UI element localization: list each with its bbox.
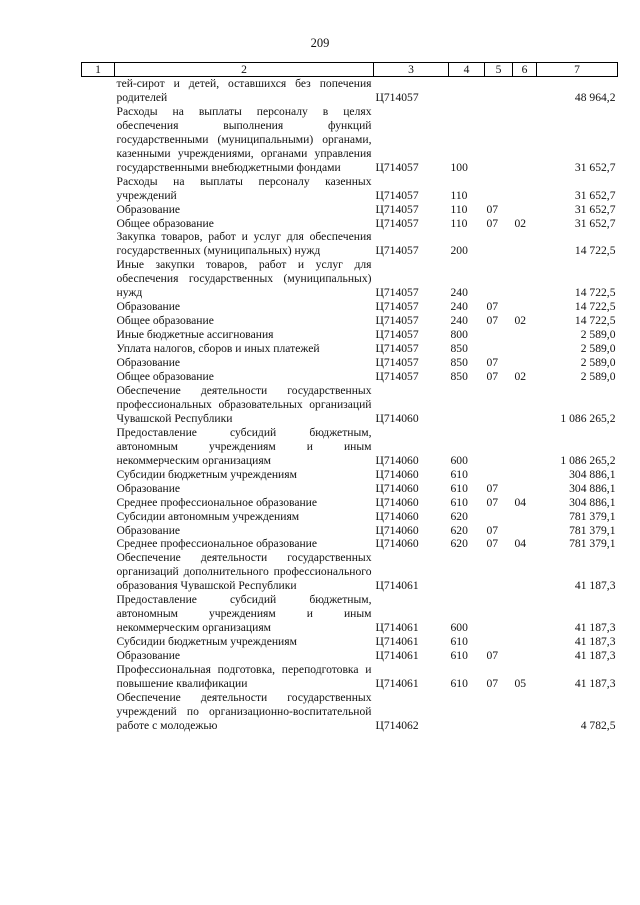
subsection-cell [513,635,537,649]
target-code-cell: Ц714057 [375,90,419,104]
subsection-cell: 05 [514,676,527,690]
section-cell: 07 [486,676,499,690]
expense-type-cell: 110 [450,188,468,202]
row-number-cell [82,203,115,217]
section-cell [485,593,513,635]
target-code-cell: Ц714061 [375,579,419,593]
expense-name-cell: Образование [116,523,181,537]
target-code-cell: Ц714057 [375,370,419,384]
table-row [82,370,618,384]
table-row [82,175,618,203]
amount-cell: 2 589,0 [580,342,616,356]
row-number-cell [82,356,115,370]
expense-type-cell: 110 [450,202,468,216]
expense-type-cell: 240 [450,286,468,300]
target-code-cell: Ц714060 [375,467,419,481]
section-cell [485,342,513,356]
expense-name-cell: Образование [116,481,181,495]
subsection-cell [513,77,537,105]
amount-cell: 781 379,1 [569,537,616,551]
table-row [82,426,618,468]
amount-cell: 14 722,5 [574,244,616,258]
section-cell: 07 [486,202,499,216]
row-number-cell [82,300,115,314]
expense-name-cell: Образование [116,300,181,314]
row-number-cell [82,482,115,496]
amount-cell: 48 964,2 [574,90,616,104]
subsection-cell: 04 [514,537,527,551]
subsection-cell [513,468,537,482]
expense-type-cell: 100 [450,160,468,174]
expense-name-cell: Образование [116,202,181,216]
table-row [82,510,618,524]
table-header [82,63,618,77]
expense-name-cell: Иные бюджетные ассигнования [116,328,274,342]
table-row [82,468,618,482]
subsection-cell [513,426,537,468]
table-row [82,314,618,328]
target-code-cell: Ц714061 [375,649,419,663]
column-header-2: 2 [115,63,374,77]
table-row [82,328,618,342]
row-number-cell [82,258,115,300]
expense-name-cell: Образование [116,649,181,663]
amount-cell: 41 187,3 [574,676,616,690]
table-row [82,105,618,175]
section-cell [485,691,513,733]
row-number-cell [82,537,115,551]
subsection-cell: 02 [514,216,527,230]
expense-type-cell: 610 [450,649,468,663]
row-number-cell [82,593,115,635]
column-header-7: 7 [537,63,618,77]
expense-type-cell [449,77,485,105]
target-code-cell: Ц714057 [375,314,419,328]
target-code-cell: Ц714061 [375,676,419,690]
row-number-cell [82,342,115,356]
expense-name-cell: Общее образование [116,216,214,230]
amount-cell: 304 886,1 [569,495,616,509]
table-body [82,77,618,733]
target-code-cell: Ц714061 [375,635,419,649]
section-cell [485,468,513,482]
target-code-cell: Ц714062 [375,718,419,732]
expense-type-cell [449,551,485,593]
section-cell: 07 [486,370,499,384]
section-cell [485,230,513,258]
target-code-cell: Ц714060 [375,495,419,509]
section-cell: 07 [486,300,499,314]
expense-name-cell: Предоставление субсидий бюджетным, автономным учреждениям и иным некоммерческим организациям [116,425,372,467]
target-code-cell: Ц714060 [375,537,419,551]
expense-type-cell [449,691,485,733]
expense-type-cell: 110 [450,216,468,230]
expense-type-cell: 800 [450,328,468,342]
target-code-cell: Ц714060 [375,523,419,537]
row-number-cell [82,370,115,384]
table-row [82,300,618,314]
section-cell [485,384,513,426]
subsection-cell [513,342,537,356]
row-number-cell [82,175,115,203]
expense-name-cell: Предоставление субсидий бюджетным, автономным учреждениям и иным некоммерческим организациям [116,593,372,635]
amount-cell: 31 652,7 [574,216,616,230]
row-number-cell [82,468,115,482]
column-header-1: 1 [82,63,115,77]
expense-type-cell: 620 [450,509,468,523]
expense-name-cell: Обеспечение деятельности государственных организаций дополнительного профессионального образования Чувашской Республики [116,551,372,593]
target-code-cell: Ц714057 [375,300,419,314]
expense-type-cell: 610 [450,635,468,649]
amount-cell: 1 086 265,2 [560,453,616,467]
amount-cell: 31 652,7 [574,188,616,202]
expense-type-cell: 600 [450,621,468,635]
target-code-cell: Ц714057 [375,328,419,342]
amount-cell: 41 187,3 [574,621,616,635]
subsection-cell: 02 [514,314,527,328]
subsection-cell [513,328,537,342]
amount-cell: 14 722,5 [574,286,616,300]
expense-name-cell: Среднее профессиональное образование [116,537,318,551]
amount-cell: 41 187,3 [574,579,616,593]
amount-cell: 14 722,5 [574,300,616,314]
table-row [82,217,618,231]
table-row [82,258,618,300]
table-row [82,649,618,663]
table-row [82,384,618,426]
table-row [82,524,618,538]
expense-type-cell: 610 [450,467,468,481]
row-number-cell [82,328,115,342]
table-row [82,691,618,733]
expense-type-cell: 610 [450,481,468,495]
amount-cell: 304 886,1 [569,467,616,481]
section-cell: 07 [486,495,499,509]
row-number-cell [82,217,115,231]
section-cell [485,105,513,175]
table-row [82,496,618,510]
target-code-cell: Ц714060 [375,453,419,467]
table-row [82,593,618,635]
subsection-cell [513,482,537,496]
row-number-cell [82,230,115,258]
target-code-cell: Ц714057 [375,244,419,258]
target-code-cell: Ц714061 [375,621,419,635]
subsection-cell [513,356,537,370]
section-cell: 07 [486,523,499,537]
table-row [82,342,618,356]
section-cell: 07 [486,537,499,551]
section-cell [485,77,513,105]
expense-type-cell: 240 [450,300,468,314]
subsection-cell: 02 [514,370,527,384]
target-code-cell: Ц714057 [375,188,419,202]
column-header-5: 5 [485,63,513,77]
row-number-cell [82,635,115,649]
target-code-cell: Ц714060 [375,411,419,425]
row-number-cell [82,426,115,468]
expense-type-cell: 610 [450,495,468,509]
target-code-cell: Ц714060 [375,509,419,523]
table-row [82,635,618,649]
section-cell [485,551,513,593]
row-number-cell [82,649,115,663]
subsection-cell [513,105,537,175]
expense-type-cell: 620 [450,537,468,551]
row-number-cell [82,77,115,105]
amount-cell: 41 187,3 [574,649,616,663]
amount-cell: 781 379,1 [569,523,616,537]
amount-cell: 2 589,0 [580,370,616,384]
row-number-cell [82,496,115,510]
budget-table [81,62,618,733]
amount-cell: 31 652,7 [574,202,616,216]
expense-type-cell: 620 [450,523,468,537]
subsection-cell [513,691,537,733]
table-row [82,77,618,105]
row-number-cell [82,663,115,691]
subsection-cell [513,593,537,635]
table-row [82,230,618,258]
expense-name-cell: тей-сирот и детей, оставшихся без попечения родителей [116,77,372,104]
target-code-cell: Ц714057 [375,342,419,356]
table-row [82,203,618,217]
subsection-cell [513,300,537,314]
expense-name-cell: Профессиональная подготовка, переподготовка и повышение квалификации [116,663,372,690]
amount-cell: 2 589,0 [580,328,616,342]
table-row [82,537,618,551]
expense-name-cell: Общее образование [116,370,214,384]
target-code-cell: Ц714060 [375,481,419,495]
expense-name-cell: Субсидии автономным учреждениям [116,509,300,523]
expense-type-cell: 200 [450,244,468,258]
page-number: 209 [310,36,330,50]
expense-name-cell: Расходы на выплаты персоналу казенных учреждений [116,174,372,202]
row-number-cell [82,105,115,175]
expense-type-cell: 850 [450,356,468,370]
expense-name-cell: Закупка товаров, работ и услуг для обеспечения государственных (муниципальных) нужд [116,230,372,258]
row-number-cell [82,510,115,524]
expense-name-cell: Обеспечение деятельности государственных профессиональных образовательных организаций Чувашской Республики [116,383,372,425]
header-row [82,63,618,77]
expense-type-cell: 610 [450,676,468,690]
expense-name-cell: Образование [116,356,181,370]
subsection-cell [513,524,537,538]
section-cell: 07 [486,216,499,230]
table-row [82,551,618,593]
expense-type-cell: 850 [450,342,468,356]
expense-type-cell: 850 [450,370,468,384]
amount-cell: 1 086 265,2 [560,411,616,425]
subsection-cell [513,649,537,663]
subsection-cell: 04 [514,495,527,509]
column-header-3: 3 [374,63,449,77]
target-code-cell: Ц714057 [375,160,419,174]
table-row [82,663,618,691]
row-number-cell [82,551,115,593]
expense-name-cell: Обеспечение деятельности государственных учреждений по организационно-воспитательной работе с молодежью [116,690,372,732]
section-cell [485,426,513,468]
column-header-6: 6 [513,63,537,77]
expense-name-cell: Уплата налогов, сборов и иных платежей [116,342,320,356]
section-cell [485,175,513,203]
subsection-cell [513,551,537,593]
expense-name-cell: Иные закупки товаров, работ и услуг для обеспечения государственных (муниципальных) нужд [116,258,372,300]
expense-name-cell: Расходы на выплаты персоналу в целях обеспечения выполнения функций государственными (муниципальными) органами, казенными учреждениями, органами управления государственными внебюджетными фондами [116,104,372,174]
expense-name-cell: Среднее профессиональное образование [116,495,318,509]
target-code-cell: Ц714057 [375,202,419,216]
expense-name-cell: Общее образование [116,314,214,328]
expense-type-cell: 600 [450,453,468,467]
expense-name-cell: Субсидии бюджетным учреждениям [116,467,297,481]
section-cell [485,258,513,300]
subsection-cell [513,510,537,524]
section-cell [485,510,513,524]
row-number-cell [82,691,115,733]
section-cell: 07 [486,481,499,495]
column-header-4: 4 [449,63,485,77]
target-code-cell: Ц714057 [375,356,419,370]
section-cell: 07 [486,314,499,328]
section-cell: 07 [486,649,499,663]
expense-type-cell: 240 [450,314,468,328]
subsection-cell [513,230,537,258]
target-code-cell: Ц714057 [375,286,419,300]
amount-cell: 41 187,3 [574,635,616,649]
subsection-cell [513,258,537,300]
amount-cell: 31 652,7 [574,160,616,174]
amount-cell: 304 886,1 [569,481,616,495]
expense-type-cell [449,384,485,426]
amount-cell: 781 379,1 [569,509,616,523]
table-row [82,356,618,370]
section-cell: 07 [486,356,499,370]
subsection-cell [513,384,537,426]
table-row [82,482,618,496]
expense-name-cell: Субсидии бюджетным учреждениям [116,635,297,649]
section-cell [485,328,513,342]
target-code-cell: Ц714057 [375,216,419,230]
row-number-cell [82,384,115,426]
amount-cell: 14 722,5 [574,314,616,328]
section-cell [485,635,513,649]
row-number-cell [82,524,115,538]
subsection-cell [513,175,537,203]
subsection-cell [513,203,537,217]
amount-cell: 4 782,5 [580,718,616,732]
amount-cell: 2 589,0 [580,356,616,370]
row-number-cell [82,314,115,328]
